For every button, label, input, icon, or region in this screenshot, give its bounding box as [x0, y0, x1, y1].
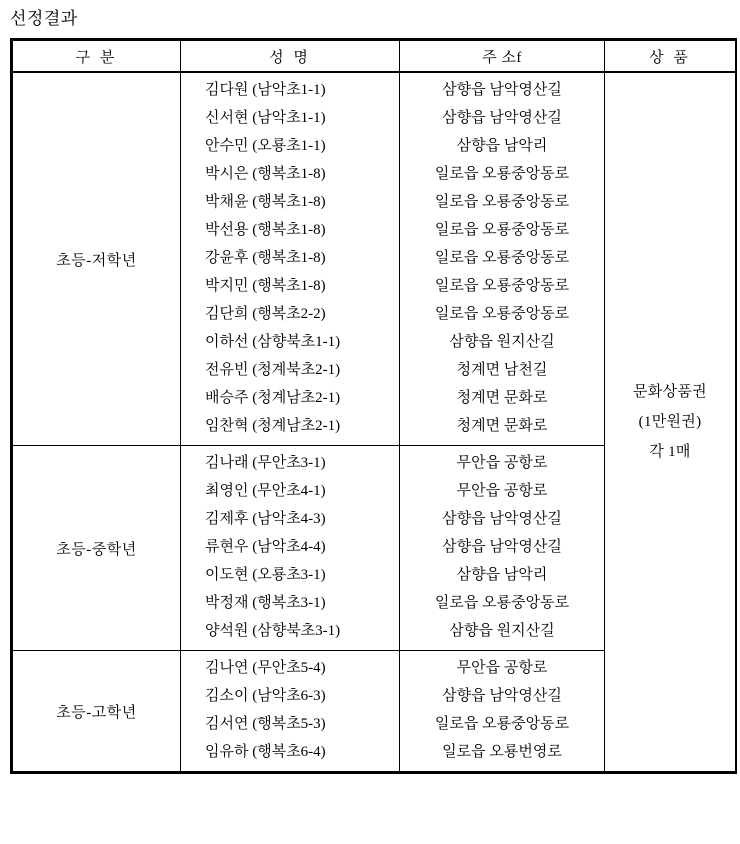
group-label-2: 초등-중학년	[13, 446, 181, 651]
table-header-row	[13, 41, 736, 73]
result-table	[12, 40, 736, 772]
list-item: 류현우 (남악초4-4)	[205, 539, 326, 555]
list-item: 임찬혁 (청계남초2-1)	[205, 418, 341, 434]
list-item: 박채윤 (행복초1-8)	[205, 194, 326, 210]
list-item: 박지민 (행복초1-8)	[205, 278, 326, 294]
list-item: 강윤후 (행복초1-8)	[205, 250, 326, 266]
column-header-address: 주 소f	[400, 41, 605, 73]
list-item: 삼향읍 원지산길	[449, 334, 555, 350]
list-item: 신서현 (남악초1-1)	[205, 110, 326, 126]
list-item: 무안읍 공항로	[456, 660, 548, 676]
list-item: 무안읍 공항로	[456, 483, 548, 499]
prize-line: 문화상품권	[633, 384, 707, 400]
list-item: 김소이 (남악초6-3)	[205, 688, 326, 704]
list-item: 일로읍 오룡중앙동로	[434, 278, 570, 294]
list-item: 박시은 (행복초1-8)	[205, 166, 326, 182]
list-item: 청계면 남천길	[456, 362, 548, 378]
list-item: 삼향읍 남악영산길	[442, 110, 562, 126]
list-item: 삼향읍 남악영산길	[442, 511, 562, 527]
list-item: 일로읍 오룡중앙동로	[434, 194, 570, 210]
list-item: 이도현 (오룡초3-1)	[205, 567, 326, 583]
page-title: 선정결과	[10, 9, 78, 28]
group-label-1: 초등-저학년	[13, 72, 181, 446]
names-cell-3	[181, 651, 400, 772]
list-item: 박정재 (행복초3-1)	[205, 595, 326, 611]
list-item: 삼향읍 남악영산길	[442, 688, 562, 704]
list-item: 삼향읍 남악리	[456, 567, 548, 583]
names-cell-2	[181, 446, 400, 651]
list-item: 최영인 (무안초4-1)	[205, 483, 326, 499]
list-item: 일로읍 오룡중앙동로	[434, 222, 570, 238]
list-item: 김단희 (행복초2-2)	[205, 306, 326, 322]
table-header	[13, 41, 736, 73]
result-table-wrapper	[10, 38, 737, 774]
prize-cell	[605, 72, 736, 772]
names-cell-1	[181, 72, 400, 446]
table-row	[13, 72, 736, 446]
list-item: 청계면 문화로	[456, 390, 548, 406]
prize-line: (1만원권)	[638, 414, 702, 430]
list-item: 청계면 문화로	[456, 418, 548, 434]
address-cell-1	[400, 72, 605, 446]
list-item: 무안읍 공항로	[456, 455, 548, 471]
column-header-name: 성 명	[181, 41, 400, 73]
list-item: 삼향읍 남악영산길	[442, 539, 562, 555]
list-item: 일로읍 오룡중앙동로	[434, 595, 570, 611]
list-item: 김나연 (무안초5-4)	[205, 660, 326, 676]
list-item: 김나래 (무안초3-1)	[205, 455, 326, 471]
list-item: 김제후 (남악초4-3)	[205, 511, 326, 527]
list-item: 일로읍 오룡중앙동로	[434, 716, 570, 732]
list-item: 박선용 (행복초1-8)	[205, 222, 326, 238]
list-item: 안수민 (오룡초1-1)	[205, 138, 326, 154]
column-header-prize: 상 품	[605, 41, 736, 73]
column-header-category: 구 분	[13, 41, 181, 73]
list-item: 일로읍 오룡중앙동로	[434, 306, 570, 322]
list-item: 양석원 (삼향북초3-1)	[205, 623, 341, 639]
list-item: 이하선 (삼향북초1-1)	[205, 334, 341, 350]
group-label-3: 초등-고학년	[13, 651, 181, 772]
address-cell-2	[400, 446, 605, 651]
list-item: 김다원 (남악초1-1)	[205, 82, 326, 98]
list-item: 김서연 (행복초5-3)	[205, 716, 326, 732]
table-body	[13, 72, 736, 772]
list-item: 전유빈 (청계북초2-1)	[205, 362, 341, 378]
list-item: 일로읍 오룡중앙동로	[434, 250, 570, 266]
address-cell-3	[400, 651, 605, 772]
list-item: 일로읍 오룡중앙동로	[434, 166, 570, 182]
prize-line: 각 1매	[649, 444, 691, 460]
list-item: 일로읍 오룡번영로	[442, 744, 562, 760]
list-item: 삼향읍 남악리	[456, 138, 548, 154]
list-item: 임유하 (행복초6-4)	[205, 744, 326, 760]
list-item: 삼향읍 원지산길	[449, 623, 555, 639]
list-item: 배승주 (청계남초2-1)	[205, 390, 341, 406]
list-item: 삼향읍 남악영산길	[442, 82, 562, 98]
